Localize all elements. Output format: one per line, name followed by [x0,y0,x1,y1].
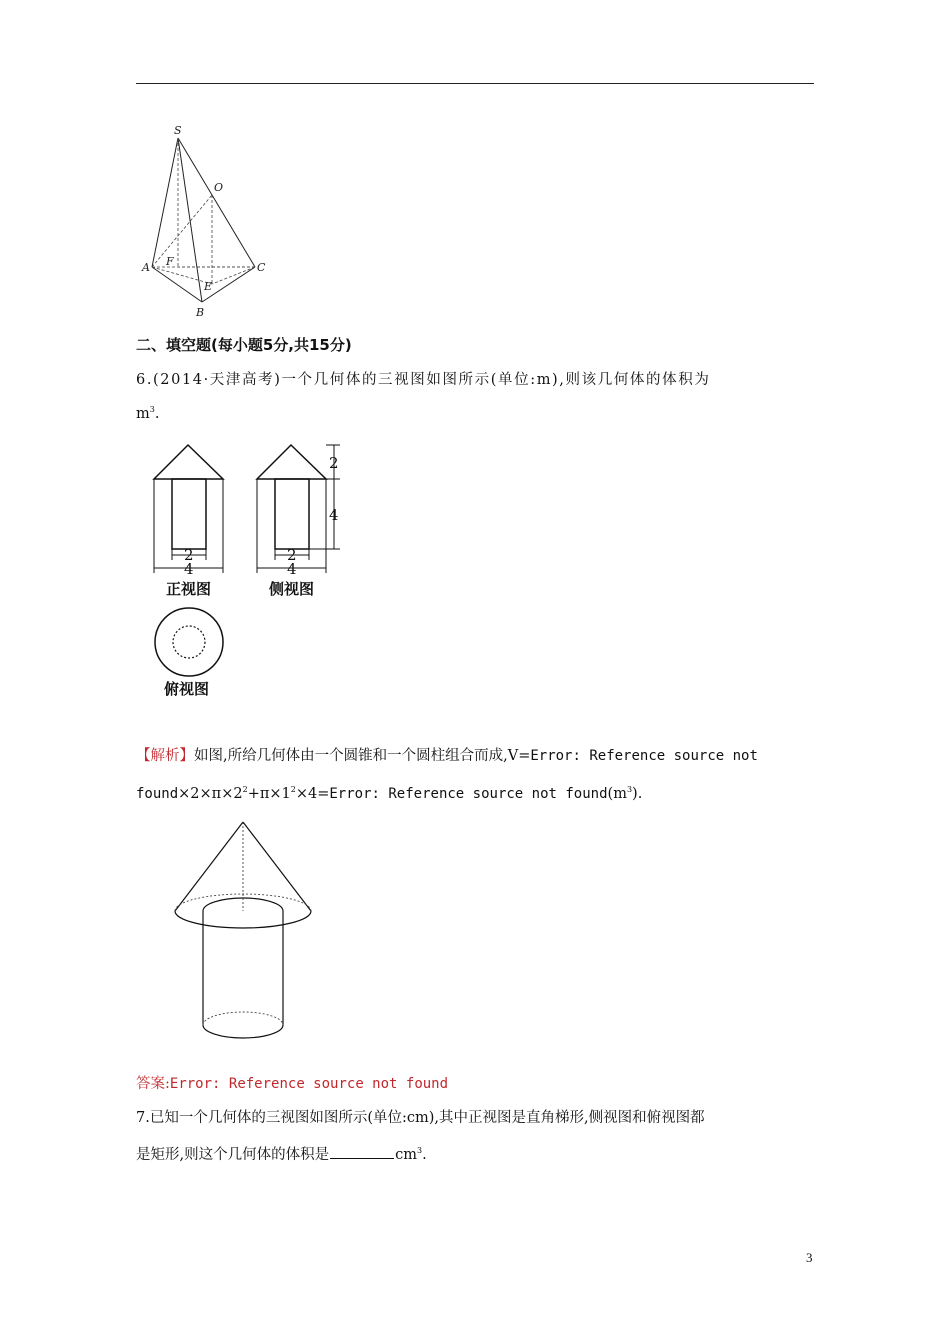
q6-unit: m [136,406,150,422]
cone-cylinder-figure [165,815,355,1055]
q6-unit-exp: 3 [149,405,155,415]
formula-exp-a: 2 [242,785,248,795]
solution-text: 如图,所给几何体由一个圆锥和一个圆柱组合而成,V= [194,748,531,764]
question-6-stem [136,370,816,390]
solution-error-1: Error: Reference source not [530,748,758,764]
pyramid-figure [130,118,290,323]
solution-line-2 [136,784,816,804]
solution-tag: 【解析】 [136,748,194,764]
answer-blank [330,1144,394,1159]
label-s: S [174,124,182,137]
question-7-line-1 [136,1108,816,1128]
side-view-caption: 侧视图 [269,580,315,598]
q7-line2-text: 是矩形,则这个几何体的体积是 [136,1147,330,1163]
front-view-caption: 正视图 [166,580,212,598]
solution-error-1b: found [136,786,179,802]
solution-end: ). [632,786,643,802]
front-dim-outer: 4 [184,560,194,578]
answer-value: Error: Reference source not found [169,1076,449,1092]
q7-end: . [422,1147,427,1163]
question-7-line-2 [136,1144,816,1165]
answer-line [136,1074,816,1094]
side-dim-outer: 4 [287,560,297,578]
question-6-unit [136,404,816,424]
label-o: O [214,181,224,194]
side-dim-cylinder-height: 4 [329,506,339,524]
solution-unit-exp: 3 [626,785,633,795]
q7-line1: 7.已知一个几何体的三视图如图所示(单位:cm),其中正视图是直角梯形,侧视图和俯视图都 [136,1110,705,1126]
formula-a: ×2×π×2 [178,786,243,802]
label-c: C [257,261,266,274]
label-b: B [196,306,205,319]
page-number: 3 [806,1250,813,1265]
formula-b: +π×1 [247,786,291,802]
answer-label: 答案: [136,1076,170,1092]
solution-line-1 [136,746,816,766]
top-view-caption: 俯视图 [164,680,210,698]
q7-unit-exp: 3 [416,1146,423,1156]
header-rule [136,83,814,84]
q6-end: . [154,406,160,422]
section-heading: 二、填空题(每小题5分,共15分) [136,336,352,354]
solution-unit: (m [607,786,627,802]
formula-exp-b: 2 [290,785,296,795]
label-f: F [166,255,174,268]
side-dim-inner: 2 [287,546,297,564]
three-views-figure [140,438,370,708]
label-a: A [142,261,150,274]
solution-error-2: Error: Reference source not found [329,786,608,802]
front-dim-inner: 2 [184,546,194,564]
side-dim-cone-height: 2 [329,454,339,472]
label-e: E [204,280,213,293]
formula-c: ×4= [295,786,330,802]
q6-stem-text: 6.(2014·天津高考)一个几何体的三视图如图所示(单位:m),则该几何体的体积为 [136,372,711,388]
q7-unit: cm [395,1147,417,1163]
